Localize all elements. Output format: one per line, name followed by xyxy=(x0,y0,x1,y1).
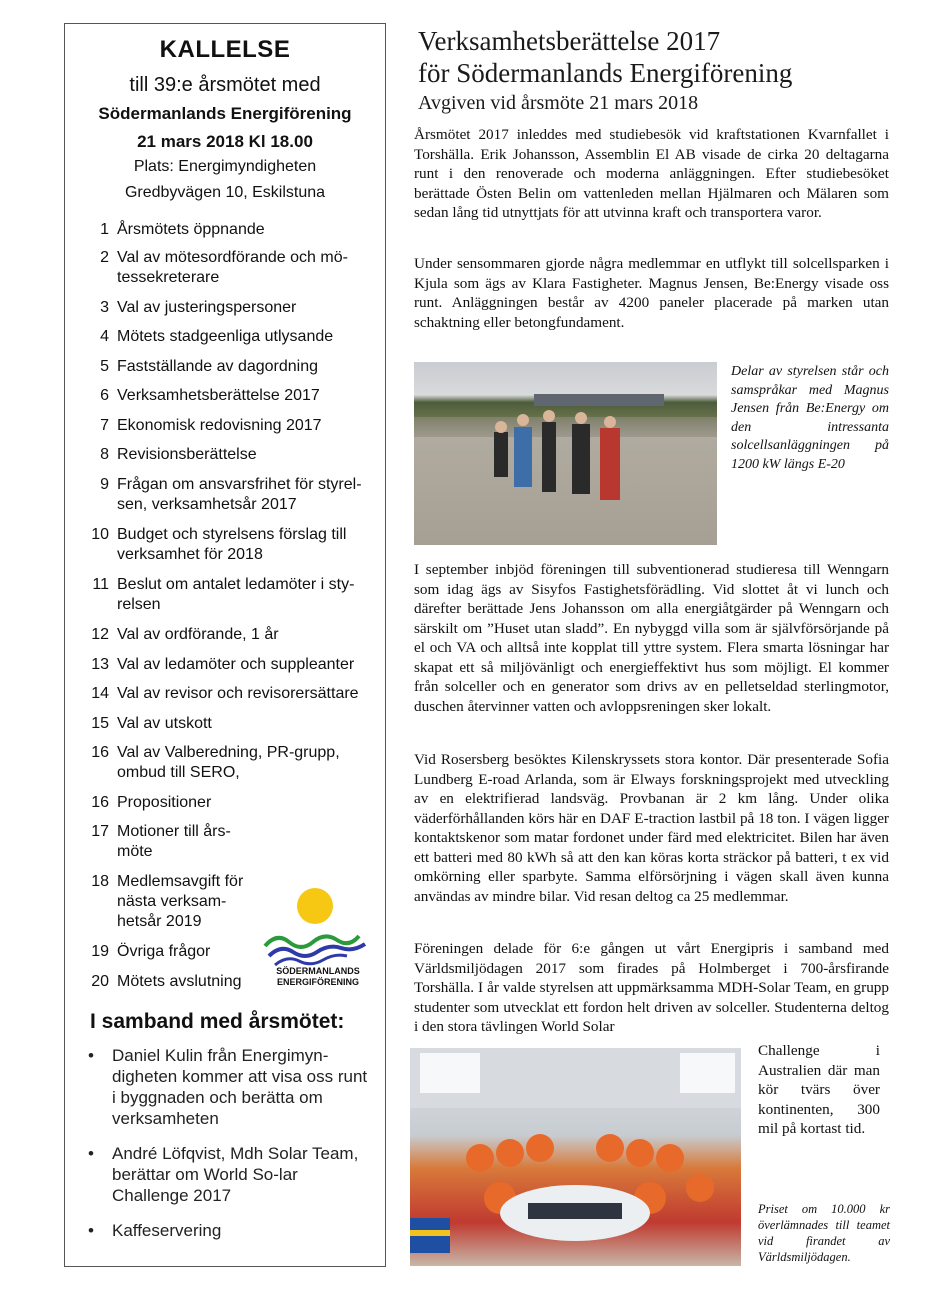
solar-park-photo xyxy=(414,362,717,545)
kallelse-box: KALLELSE till 39:e årsmötet med Södermanlands Energiförening 21 mars 2018 Kl 18.00 Plats: Energimyndigheten Gredbyvägen 10, Eskilstuna 1 Årsmötets öppnande 2 Val av mötesordförande och mö-tessekreterare 3 Val av justeringspersoner 4 Mötets stadgeenliga utlysande 5 Fastställande av dagordning 6 Verksamhetsberättelse 2017 7 Ekonomisk redovisning 2017 8 Revisionsberättelse 9 Frågan om ansvarsfrihet för styrel-sen, verksamhetsår 2017 10 Budget och styrelsens förslag till verksamhet för 2018 11 Beslut om antalet ledamöter i sty-relsen 12 Val av ordförande, 1 år 13 Val av ledamöter och suppleanter 14 Val av revisor och revisorersättare 15 Val av utskott 16 Val av Valberedning, PR-grupp, ombud till SERO, 16 Propositioner 17 Motioner till års-möte 18 Medlemsavgift för nästa verksam-hetsår 2019 19 Övriga frågor 20 Mötets avslutning SÖDERMANLANDS ENERGIFÖRENING xyxy=(64,23,386,1267)
logo-text-line1: SÖDERMANLANDS xyxy=(276,966,360,976)
report-title xyxy=(418,25,918,89)
kallelse-subtitle: till 39:e årsmötet med xyxy=(129,74,321,96)
solar-team-photo xyxy=(410,1048,741,1266)
kallelse-title: KALLELSE xyxy=(159,36,291,63)
report-paragraph: Vid Rosersberg besöktes Kilenskryssets stora kontor. Där presenterade Sofia Lundberg E-road Arlanda, som är Elways forskningsprojekt med utveckling av en elektrifierad landsväg. Provbanan är 2 km lång. Under olika väderförhållanden körs här en DAF E-traction lastbil på 18 ton. I vägen ligger kontaktskenor som matar fordonet under färd med elektricitet. Bilen har även ett batteri med 80 kWh så att den kan köras korta sträckor på batteri, t ex vid omkörning eller sparbyte. Samma elförsörjning i vägen skall även kunna användas av mindre bilar. Vid resan deltog ca 25 medlemmar. xyxy=(414,751,889,905)
photo-caption-2: Priset om 10.000 kr överlämnades till teamet vid firandet av Världsmiljödagen. xyxy=(758,1202,890,1264)
kallelse-address: Gredbyvägen 10, Eskilstuna xyxy=(124,184,326,201)
kallelse-datetime: 21 mars 2018 Kl 18.00 xyxy=(137,132,313,151)
report-paragraph: Årsmötet 2017 inleddes med studiebesök vid kraftstationen Kvarnfallet i Torshälla. Erik Johansson, Assemblin El AB visade de cirka 20 deltagarna runt i den renoverade och moderna anläggningen. Efter studiebesöket berättade Östen Belin om vattenleden mellan Hjälmaren och Mälaren som sedan lång tid utnyttjats för att utvinna kraft och transportera varor. xyxy=(414,126,889,221)
logo-text-line2: ENERGIFÖRENING xyxy=(276,977,359,987)
report-title-line1: Verksamhetsberättelse 2017 xyxy=(418,26,721,56)
sun-waves-icon xyxy=(255,876,381,966)
report-subtitle: Avgiven vid årsmöte 21 mars 2018 xyxy=(418,92,699,114)
kallelse-place: Plats: Energimyndigheten xyxy=(133,158,317,175)
report-title-line2: för Södermanlands Energiförening xyxy=(418,58,793,88)
report-paragraph: Under sensommaren gjorde några medlemmar en utflykt till solcellsparken i Kjula som ägs av Klara Fastigheter. Magnus Jensen, Be:Energy visade oss runt. Anläggningen består av 4200 paneler placerade på marken utan schaktning eller betongfundament. xyxy=(414,255,889,331)
kallelse-org: Södermanlands Energiförening xyxy=(98,104,352,123)
energiforening-logo xyxy=(255,876,381,996)
report-paragraph: Föreningen delade för 6:e gången ut vårt Energipris i samband med Världsmiljödagen 2017 som firades på Holmberget i 700-årsfirande Torshälla. I år valde styrelsen att uppmärksamma MDH-Solar Team, en grupp studenter som utvecklat ett fordon helt driven av solceller. Studenterna deltog i den stora tävlingen World Solar xyxy=(414,940,889,1035)
samband-title: I samband med årsmötet: xyxy=(90,1010,345,1033)
photo-caption-1: Delar av styrelsen står och samspråkar med Magnus Jensen från Be:Energy om den intressanta solcellsanläggningen på 1200 kW längs E-20 xyxy=(731,364,889,472)
report-paragraph: I september inbjöd föreningen till subventionerad studieresa till Wenngarn som idag ägs av Sisyfos Fastighetsförädling. Vid slottet åt vi lunch och därefter berättade Jens Johansson om alla energiåtgärder på Wenngarn och särskilt om ”Huset utan sladd”. En nybyggd villa som är självförsörjande på el och VA och alltså inte kopplat till yttre system. Flera smarta lösningar har skapat ett så miljövänligt och energieffektivt hus som möjligt. El kommer från solceller och en generator som drivs av en pelletseldad sterlingmotor, duschen återvinner vatten och avloppsreningen sker lokalt. xyxy=(414,561,889,715)
report-paragraph-continued: Challenge i Australien där man kör tvärs över kontinenten, 300 mil på kortast tid. xyxy=(758,1042,880,1137)
